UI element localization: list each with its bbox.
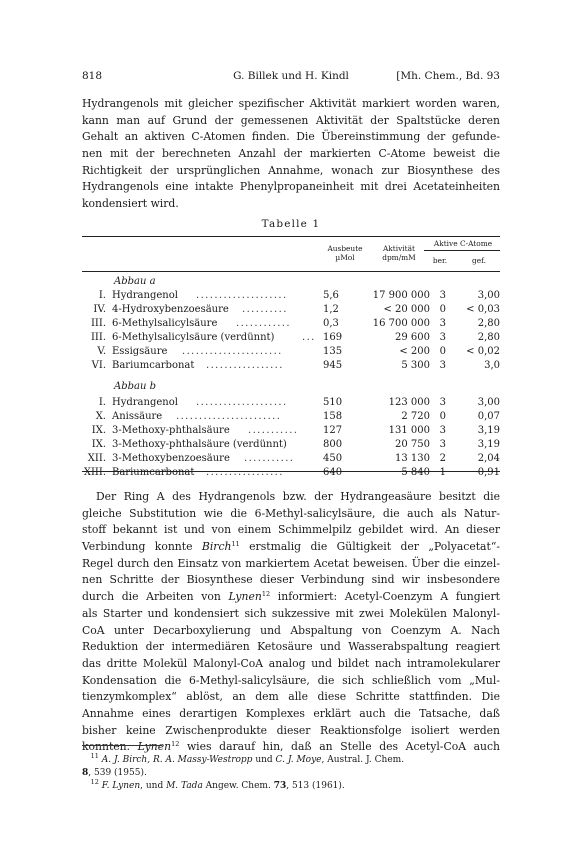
column-header-yield: Ausbeute µMol — [327, 244, 363, 262]
table-row: III. 6-Methylsalicylsäure ............ 0,3 16 700 000 3 2,80 — [90, 318, 500, 329]
text-line: nen Schritte der Biosynthese dieser Verbindung sind wir insbesondere — [82, 573, 500, 587]
header-journal: [Mh. Chem., Bd. 93 — [396, 70, 500, 82]
text-line: Reduktion der intermediären Ketosäure und Wasserabspaltung reagiert — [82, 640, 500, 654]
paragraph-intro — [82, 96, 500, 213]
text-line: bisher keine Zwischenprodukte dieser Reaktionsfolge isoliert werden — [82, 723, 500, 737]
table-row: IX. 3-Methoxy-phthalsäure (verdünnt) 800 20 750 3 3,19 — [91, 439, 500, 450]
table-header-rule — [82, 271, 500, 272]
table-subheader-rule — [424, 250, 500, 251]
table-row: X. Anissäure ....................... 158 2 720 0 0,07 — [95, 411, 500, 422]
text-line: durch die Arbeiten von Lynen$^{12}$ informiert: Acetyl-Coenzym A fungiert — [82, 590, 500, 604]
text-line: Annahme eines derartigen Komplexes erklärt auch die Tatsache, daß — [82, 706, 500, 720]
table-row: XII. 3-Methoxybenzoesäure ........... 450 13 130 2 2,04 — [87, 453, 500, 464]
table-row: XIII. Bariumcarbonat ................. 640 5 840 1 0,91 — [83, 467, 500, 478]
footnote-12: $^{12}$ F. Lynen, und M. Tada Angew. Chem. 73, 513 (1961). — [90, 778, 345, 791]
text-line: als Starter und kondensiert sich sukzessive mit zwei Molekülen Malonyl- — [82, 606, 500, 620]
table-top-rule — [82, 236, 500, 237]
footnote-ref: 11 — [231, 540, 240, 549]
paragraph-biosynthesis — [82, 489, 500, 756]
column-header-calc: ber. — [432, 256, 448, 265]
text-line: Gehalt an aktiven C-Atomen finden. Die Übereinstimmung der gefunde- — [82, 130, 500, 144]
table-row: I. Hydrangenol .................... 510 123 000 3 3,00 — [98, 397, 500, 408]
footnotes — [82, 754, 500, 793]
text-line: Der Ring A des Hydrangenols bzw. der Hydrangeasäure besitzt die — [96, 490, 500, 503]
table-row: V. Essigsäure ...................... 135 < 200 0 < 0,02 — [97, 346, 500, 357]
text-line: stoff bekannt ist und von einem Schimmelpilz gebildet wird. An dieser — [82, 523, 500, 537]
text-line: tienzymkomplex“ ablöst, an dem alle diese Schritte stattfinden. Die — [82, 690, 500, 704]
column-header-c-atoms: Aktive C-Atome — [433, 239, 493, 248]
text-line: das dritte Molekül Malonyl-CoA analog und bildet nach intramolekularer — [82, 656, 500, 670]
footnote-11: $^{11}$ A. J. Birch, R. A. Massy-Westropp und C. J. Moye, Austral. J. Chem. — [90, 752, 405, 765]
footnote-11-cont: 8, 539 (1955). — [82, 768, 147, 778]
text-line: Hydrangenols eine intakte Phenylpropaneinheit mit drei Acetateinheiten — [82, 180, 500, 194]
author-name: Birch — [201, 540, 232, 554]
text-line: gleiche Substitution wie die 6-Methyl-salicylsäure, die auch als Natur- — [82, 506, 500, 520]
footnote-ref: 12 — [171, 740, 180, 749]
text-line: CoA unter Decarboxylierung und Abspaltung von Coenzym A. Nach — [82, 623, 500, 637]
table-row: VI. Bariumcarbonat ................. 945 5 300 3 3,0 — [91, 360, 500, 371]
text-line: kann man auf Grund der gemessenen Aktivität der Spaltstücke deren — [82, 113, 500, 127]
text-line: Richtigkeit der ursprünglichen Annahme, wonach zur Biosynthese des — [82, 163, 500, 177]
text-line: nen mit der berechneten Anzahl der markierten C-Atome beweist die — [82, 147, 500, 161]
table-row: IV. 4-Hydroxybenzoesäure .......... 1,2 < 20 000 0 < 0,03 — [93, 304, 500, 315]
running-header — [82, 70, 500, 84]
section-label-a: Abbau a — [114, 276, 156, 287]
text-line: konnten. Lynen$^{12}$ wies darauf hin, daß an Stelle des Acetyl-CoA auch — [82, 740, 501, 754]
author-name: Lynen — [137, 740, 172, 754]
table-row: III. 6-Methylsalicylsäure (verdünnt) ... 169 29 600 3 2,80 — [90, 332, 500, 343]
text-line: Verbindung konnte Birch$^{11}$ erstmalig die Gültigkeit der „Polyacetat“- — [82, 540, 501, 554]
text-line: Kondensation die 6-Methyl-salicylsäure, die sich schließlich vom „Mul- — [82, 673, 500, 687]
header-authors: G. Billek und H. Kindl — [233, 70, 349, 82]
footnote-ref: 12 — [261, 590, 271, 599]
text-line: kondensiert wird. — [82, 197, 179, 211]
page-number: 818 — [82, 70, 103, 82]
table-row: I. Hydrangenol .................... 5,6 17 900 000 3 3,00 — [98, 290, 500, 301]
text-line: Hydrangenols mit gleicher spezifischer Aktivität markiert worden waren, — [82, 97, 500, 110]
section-label-b: Abbau b — [114, 381, 157, 392]
author-name: Lynen — [228, 590, 262, 604]
footnote-rule — [82, 745, 162, 746]
column-header-activity: Aktivität dpm/mM — [382, 244, 416, 262]
column-header-found: gef. — [472, 256, 486, 265]
table-row: IX. 3-Methoxy-phthalsäure ........... 127 131 000 3 3,19 — [91, 425, 500, 436]
text-line: Regel durch den Einsatz von markiertem Acetat beweisen. Über die einzel- — [82, 556, 500, 570]
table-caption: Tabelle 1 — [261, 218, 321, 230]
